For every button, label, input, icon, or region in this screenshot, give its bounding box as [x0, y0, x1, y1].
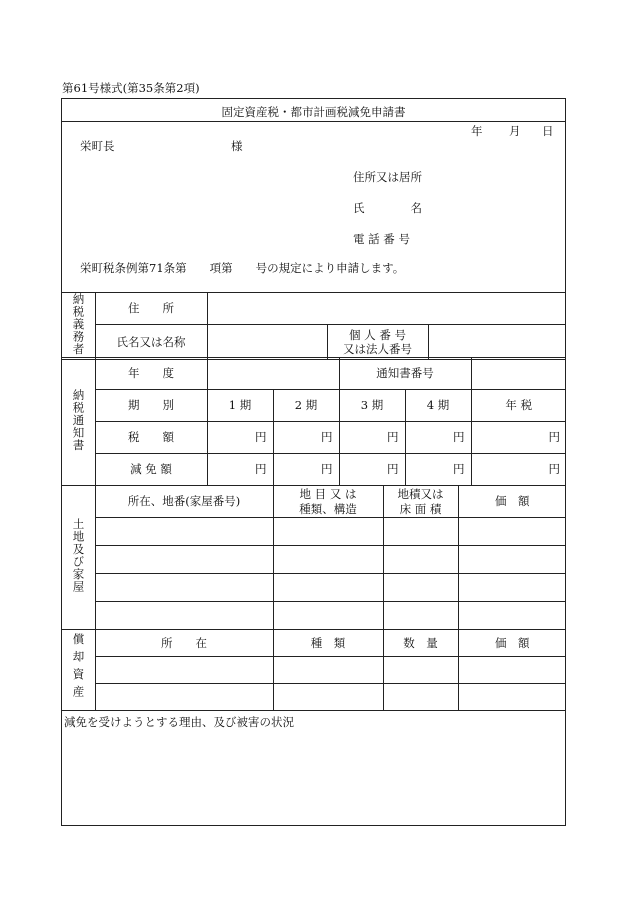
taxpayer-name-value — [207, 324, 327, 359]
land-row — [62, 518, 566, 546]
land-section-label: 土地及び家屋 — [71, 518, 86, 594]
tax-amount-4-yen: 円 — [405, 422, 471, 454]
land-col-type-line1: 地 目 又 は — [299, 487, 357, 502]
date-month: 月 — [509, 124, 521, 138]
addressee-name: 栄町長 — [80, 139, 115, 153]
notice-section-label: 納税通知書 — [71, 388, 86, 452]
land-row — [62, 602, 566, 630]
notice-section-cell — [62, 358, 95, 486]
tax-amount-annual-yen: 円 — [471, 422, 566, 454]
land-row — [62, 574, 566, 602]
land-row — [62, 546, 566, 574]
period-annual: 年 税 — [471, 390, 566, 422]
reduction-amount-1-yen: 円 — [207, 454, 273, 486]
depreciable-assets-table — [62, 629, 566, 711]
addressee-honorific: 様 — [231, 139, 243, 153]
land-building-table — [62, 485, 566, 630]
land-col-area — [383, 486, 458, 518]
depreciable-section-cell — [62, 630, 95, 711]
form-title: 固定資産税・都市計画税減免申請書 — [221, 105, 406, 119]
depreciable-col-location: 所 在 — [95, 630, 273, 657]
notice-year-label: 年 度 — [95, 358, 207, 390]
notice-number-label: 通知書番号 — [339, 358, 471, 390]
taxpayer-section-cell — [62, 293, 95, 360]
taxpayer-name-label: 氏名又は名称 — [95, 324, 207, 359]
period-3: 3 期 — [339, 390, 405, 422]
land-col-location: 所在、地番(家屋番号) — [95, 486, 273, 518]
taxpayer-address-label: 住 所 — [95, 293, 207, 325]
land-col-type-line2: 種類、構造 — [299, 501, 357, 516]
application-statement: 栄町税条例第71条第 項第 号の規定により申請します。 — [80, 261, 405, 275]
period-label: 期 別 — [95, 390, 207, 422]
tax-amount-label: 税 額 — [95, 422, 207, 454]
land-col-area-line1: 地積又は — [397, 487, 444, 502]
land-col-price: 価 額 — [458, 486, 566, 518]
depreciable-row — [62, 657, 566, 684]
application-form — [61, 98, 566, 826]
taxpayer-table — [62, 292, 566, 360]
land-col-area-line2: 床 面 積 — [399, 501, 442, 516]
applicant-address-label: 住所又は居所 — [353, 170, 422, 184]
reduction-amount-label: 減 免 額 — [95, 454, 207, 486]
form-number-label: 第61号様式(第35条第2項) — [62, 81, 200, 95]
depreciable-col-type: 種 類 — [273, 630, 383, 657]
notice-table — [62, 357, 566, 486]
taxpayer-address-value — [207, 293, 566, 325]
depreciable-row — [62, 684, 566, 711]
reduction-amount-annual-yen: 円 — [471, 454, 566, 486]
taxpayer-id-value — [428, 324, 566, 359]
taxpayer-id-label — [327, 324, 428, 359]
tax-amount-2-yen: 円 — [273, 422, 339, 454]
applicant-phone-label: 電 話 番 号 — [353, 232, 410, 246]
land-col-type — [273, 486, 383, 518]
reduction-amount-2-yen: 円 — [273, 454, 339, 486]
taxpayer-section-label: 納税義務者 — [71, 293, 86, 356]
period-4: 4 期 — [405, 390, 471, 422]
applicant-name-label: 氏 名 — [353, 201, 422, 215]
depreciable-col-price: 価 額 — [458, 630, 566, 657]
notice-year-value — [207, 358, 339, 390]
reduction-amount-4-yen: 円 — [405, 454, 471, 486]
depreciable-section-label: 償却資産 — [71, 633, 86, 704]
date-year: 年 — [471, 124, 483, 138]
period-2: 2 期 — [273, 390, 339, 422]
date-day: 日 — [542, 124, 554, 138]
land-section-cell — [62, 486, 95, 630]
taxpayer-id-label-line1: 個 人 番 号 — [349, 327, 406, 342]
reason-section — [62, 710, 566, 828]
form-header — [62, 99, 565, 122]
depreciable-col-qty: 数 量 — [383, 630, 458, 657]
tax-amount-3-yen: 円 — [339, 422, 405, 454]
reduction-amount-3-yen: 円 — [339, 454, 405, 486]
taxpayer-id-label-line2: 又は法人番号 — [343, 341, 412, 356]
reason-label: 減免を受けようとする理由、及び被害の状況 — [64, 715, 294, 729]
tax-amount-1-yen: 円 — [207, 422, 273, 454]
period-1: 1 期 — [207, 390, 273, 422]
notice-number-value — [471, 358, 566, 390]
